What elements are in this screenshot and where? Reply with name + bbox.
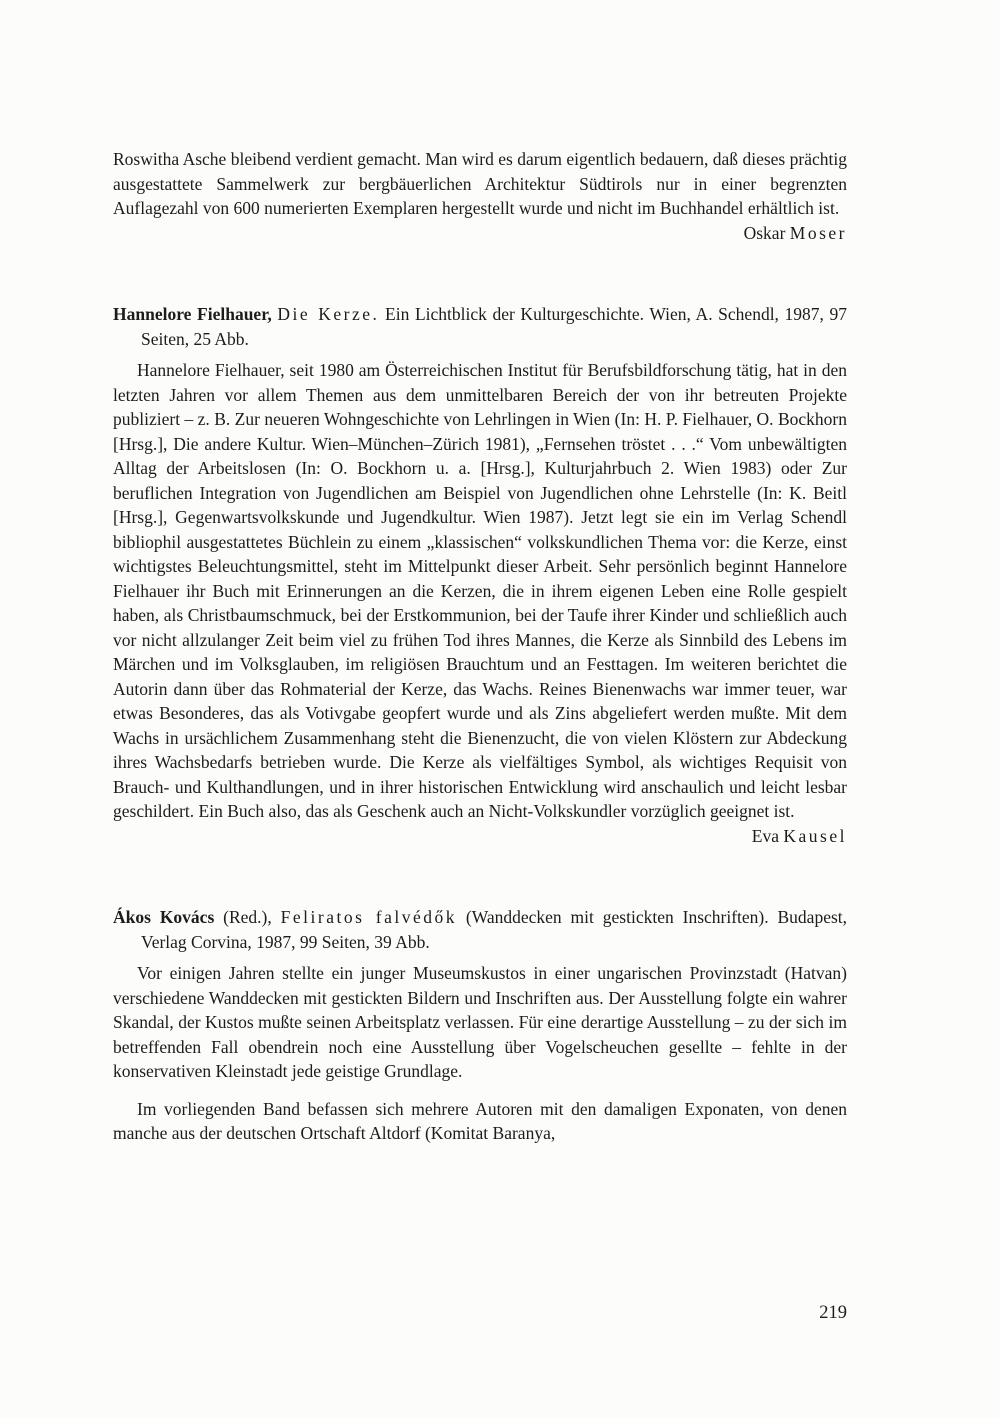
reviewer-last-name: Moser [789,222,847,243]
book-author-role: (Red.), [223,907,272,927]
book-author: Ákos Kovács [113,907,215,927]
review-paragraph: Vor einigen Jahren stellte ein junger Museumskustos in einer ungarischen Provinzstadt (Hatvan) verschiedene Wanddecken mit gestickten Bildern und Inschriften aus. Der Ausstellung folgte ein wahrer Skandal, der Kustos mußte seinen Arbeitsplatz verlassen. Für eine derartige Ausstellung – zu der sich im betreffenden Fall obendrein noch eine Ausstellung über Vogelscheuchen gesellte – fehlte in der konservativen Kleinstadt jede geistige Grundlage. [113,963,847,1081]
review-fielhauer-die-kerze [113,302,847,848]
reviewer-signature [113,221,847,246]
review-continuation-moser [113,147,847,245]
book-title: Die Kerze. [277,304,380,324]
review-kovacs-feliratos-falvedok [113,905,847,1146]
book-bibliographic-info: (Wanddecken mit gestickten Inschriften). Budapest, Verlag Corvina, 1987, 99 Seiten, 39 Abb. [141,907,848,952]
book-title: Feliratos falvédők [280,907,458,927]
page-text-block [113,147,847,1146]
book-bibliographic-info: Ein Lichtblick der Kulturgeschichte. Wien, A. Schendl, 1987, 97 Seiten, 25 Abb. [141,304,848,349]
review-heading [113,905,847,954]
review-paragraph: Hannelore Fielhauer, seit 1980 am Österreichischen Institut für Berufsbildforschung tätig, hat in den letzten Jahren vor allem Themen aus dem unmittelbaren Bereich der von ihr betreuten Projekte publiziert – z. B. Zur neueren Wohngeschichte von Lehrlingen in Wien (In: H. P. Fielhauer, O. Bockhorn [Hrsg.], Die andere Kultur. Wien–München–Zürich 1981), „Fernsehen tröstet . . .“ Vom unbewältigten Alltag der Arbeitslosen (In: O. Bockhorn u. a. [Hrsg.], Kulturjahrbuch 2. Wien 1983) oder Zur beruflichen Integration von Jugendlichen am Beispiel von Jugendlichen ohne Lehrstelle (In: K. Beitl [Hrsg.], Gegenwartsvolkskunde und Jugendkultur. Wien 1987). Jetzt legt sie ein im Verlag Schendl bibliophil ausgestattetes Büchlein zu einem „klassischen“ volkskundlichen Thema vor: die Kerze, einst wichtigstes Beleuchtungsmittel, steht im Mittelpunkt dieser Arbeit. Sehr persönlich beginnt Hannelore Fielhauer ihr Buch mit Erinnerungen an die Kerzen, die in ihrem eigenen Leben eine Rolle gespielt haben, als Christbaumschmuck, bei der Erstkommunion, bei der Taufe ihrer Kinder und schließlich auch vor nicht allzulanger Zeit beim viel zu frühen Tod ihres Mannes, die Kerze als Sinnbild des Lebens im Märchen und im Volksglauben, im religiösen Brauchtum und an Festtagen. Im weiteren berichtet die Autorin dann über das Rohmaterial der Kerze, das Wachs. Reines Bienenwachs war immer teuer, war etwas Besonderes, das als Votivgabe geopfert wurde und als Zins abgeliefert werden mußte. Mit dem Wachs in ursächlichem Zusammenhang steht die Bienenzucht, die von vielen Klöstern zur Abdeckung ihres Wachsbedarfs betrieben wurde. Die Kerze als vielfältiges Symbol, als wichtiges Requisit von Brauch- und Kulthandlungen, und in ihrer historischen Entwicklung wird anschaulich und leicht lesbar geschildert. Ein Buch also, das als Geschenk auch an Nicht-Volkskundler vorzüglich geeignet ist. [113,360,847,821]
page-number: 219 [819,1303,847,1323]
reviewer-first-name: Eva [751,825,780,846]
reviewer-signature [113,824,847,849]
review-heading [113,302,847,351]
reviewer-first-name: Oskar [743,222,786,243]
reviewer-last-name: Kausel [783,825,847,846]
review-paragraph: Roswitha Asche bleibend verdient gemacht. Man wird es darum eigentlich bedauern, daß dieses prächtig ausgestattete Sammelwerk zur bergbäuerlichen Architektur Südtirols nur in einer begrenzten Auflagezahl von 600 numerierten Exemplaren hergestellt wurde und nicht im Buchhandel erhältlich ist. [113,149,847,218]
review-paragraph: Im vorliegenden Band befassen sich mehrere Autoren mit den damaligen Exponaten, von denen manche aus der deutschen Ortschaft Altdorf (Komitat Baranya, [113,1098,847,1143]
book-author: Hannelore Fielhauer, [113,304,272,324]
